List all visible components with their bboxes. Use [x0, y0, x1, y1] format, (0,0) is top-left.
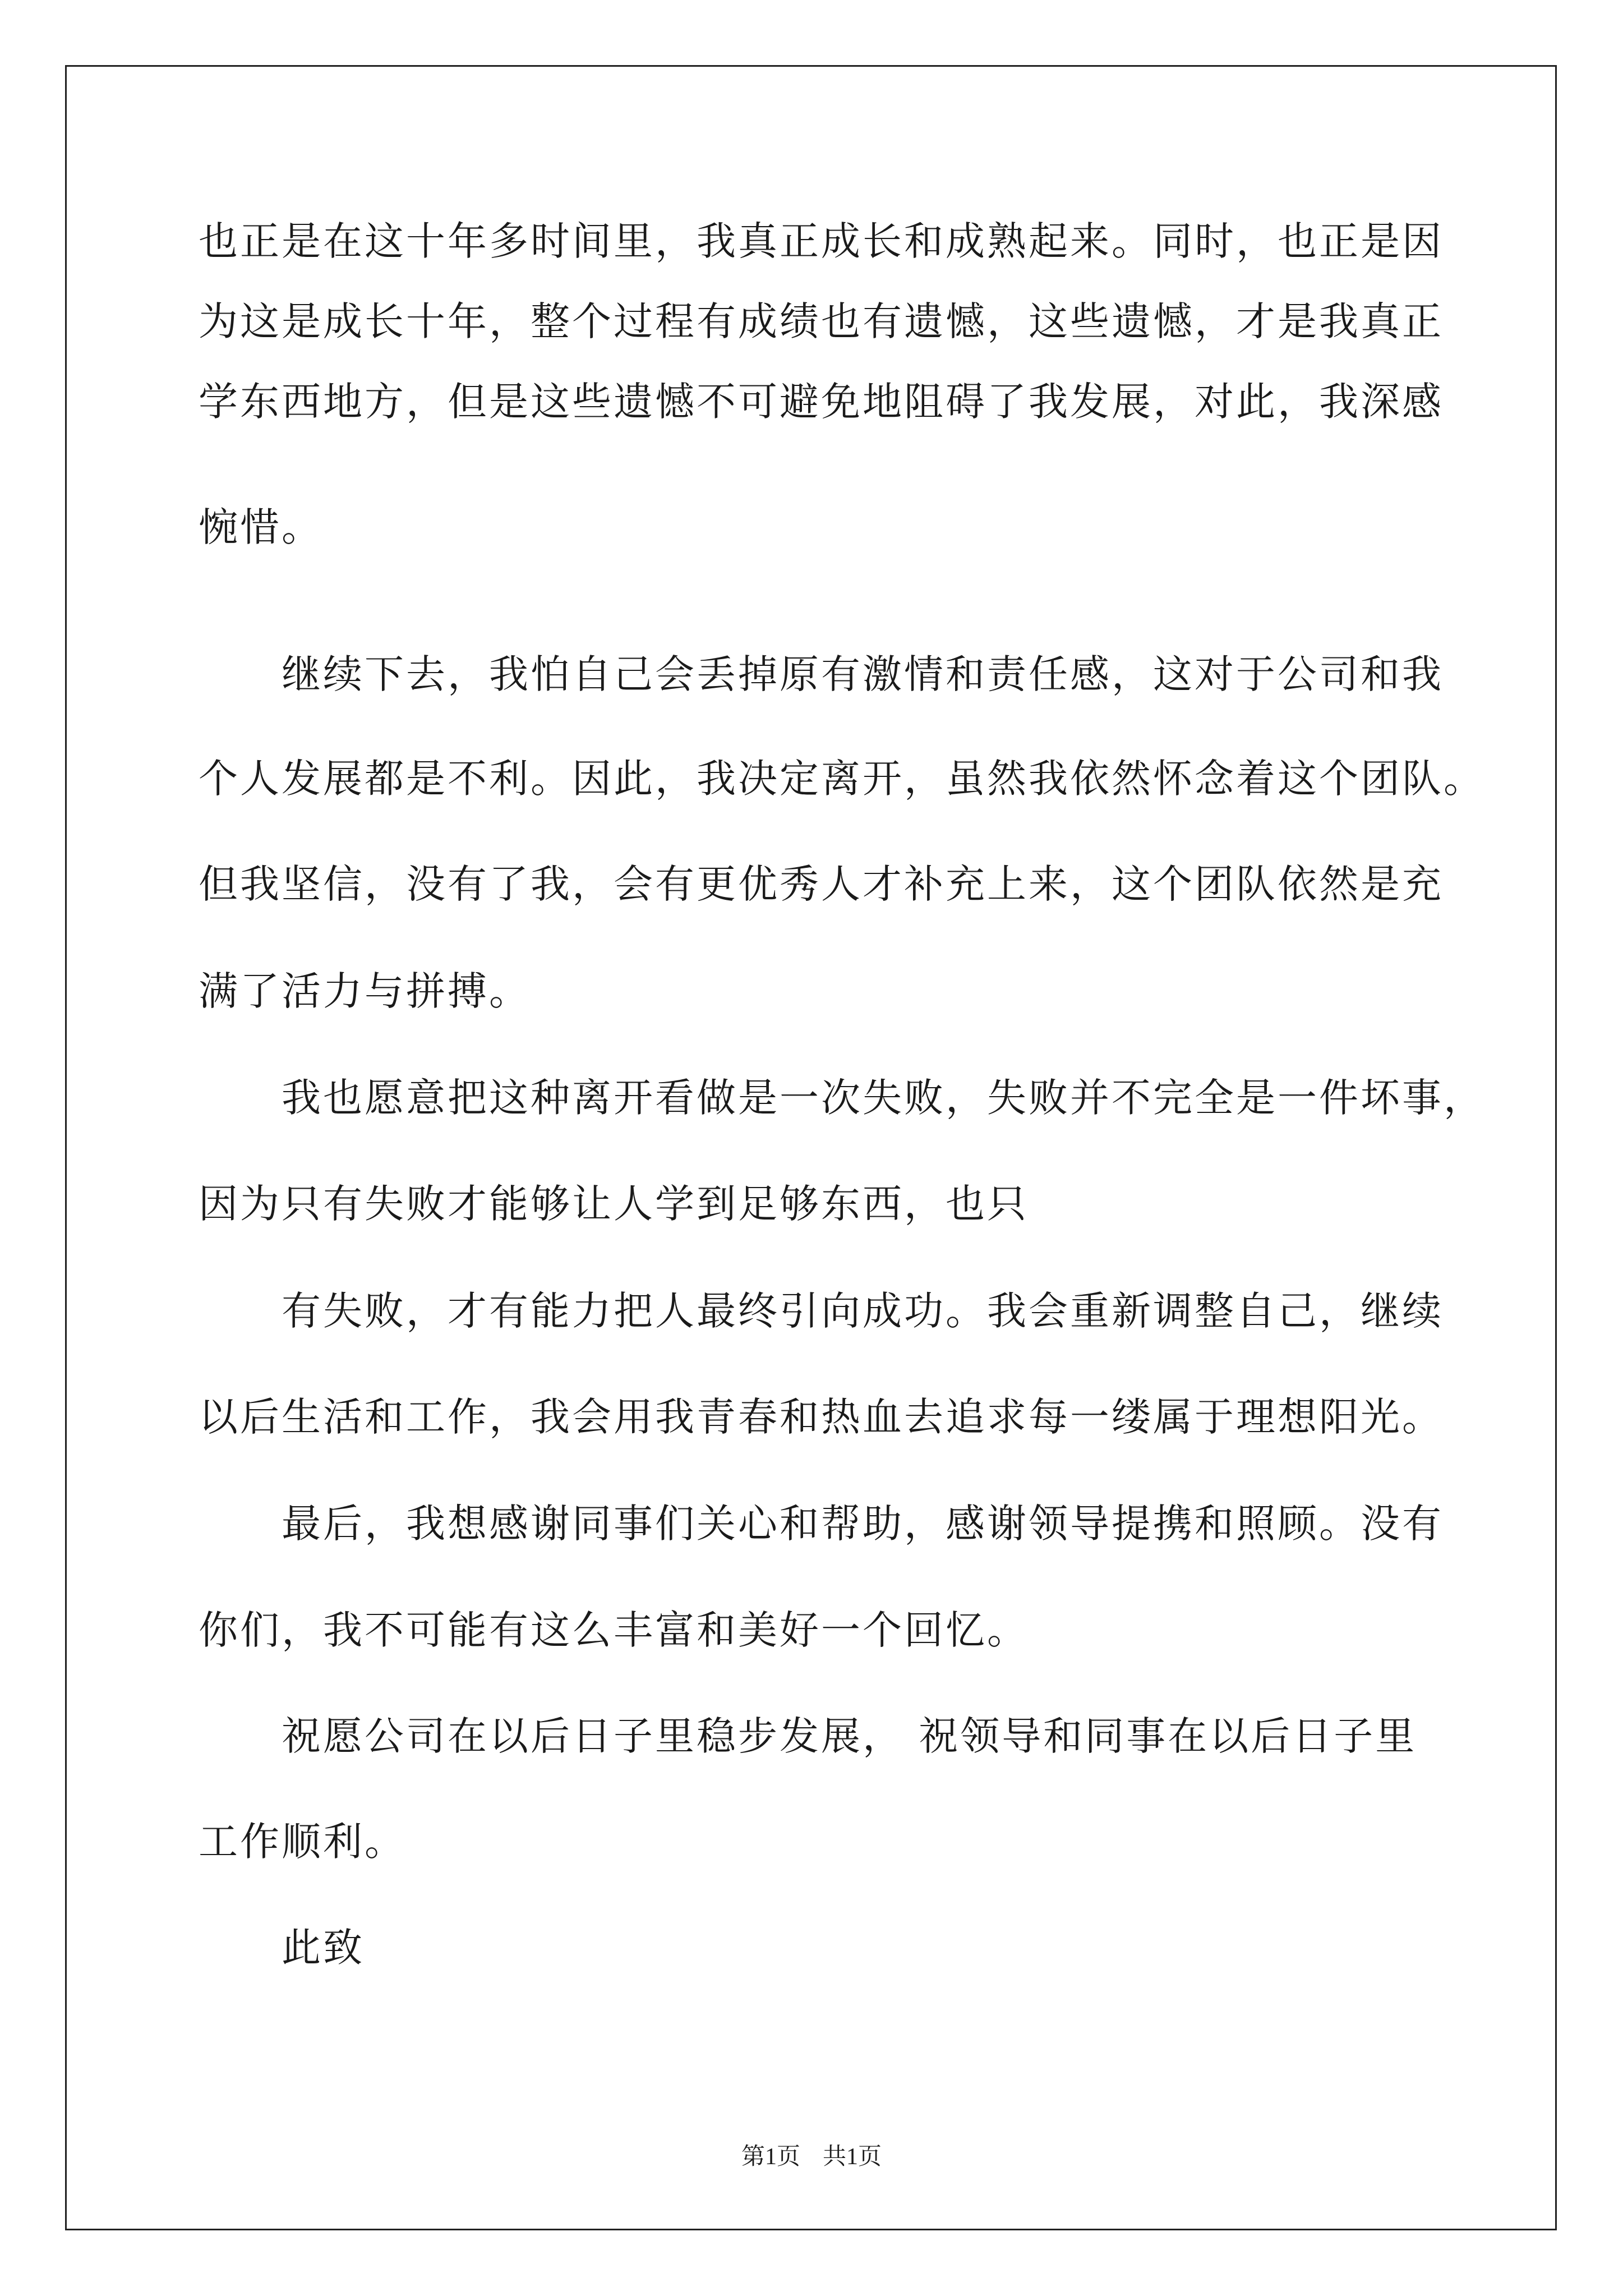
text-line: 但我坚信，没有了我，会有更优秀人才补充上来，这个团队依然是充: [199, 861, 1444, 907]
text-line: 惋惜。: [199, 504, 323, 550]
text-line: 也正是在这十年多时间里，我真正成长和成熟起来。同时，也正是因: [199, 218, 1444, 264]
page-number: 第1页: [741, 2144, 800, 2170]
paragraph-start: 最后，我想感谢同事们关心和帮助，感谢领导提携和照顾。没有: [282, 1501, 1444, 1547]
text-line: 因为只有失败才能够让人学到足够东西，也只: [199, 1181, 1029, 1227]
text-line: 满了活力与拼搏。: [199, 968, 531, 1014]
text-line: 学东西地方，但是这些遗憾不可避免地阻碍了我发展，对此，我深感: [199, 379, 1444, 425]
text-line: 工作顺利。: [199, 1819, 406, 1865]
paragraph-start: 有失败，才有能力把人最终引向成功。我会重新调整自己，继续: [282, 1288, 1444, 1334]
paragraph-start: 我也愿意把这种离开看做是一次失败，失败并不完全是一件坏事，: [282, 1075, 1485, 1121]
text-line: 个人发展都是不利。因此，我决定离开，虽然我依然怀念着这个团队。: [199, 756, 1485, 802]
paragraph-start: 祝愿公司在以后日子里稳步发展， 祝领导和同事在以后日子里: [282, 1713, 1417, 1759]
page-total: 共1页: [823, 2144, 882, 2170]
text-line: 以后生活和工作，我会用我青春和热血去追求每一缕属于理想阳光。: [199, 1394, 1444, 1440]
text-line: 你们，我不可能有这么丰富和美好一个回忆。: [199, 1607, 1029, 1653]
text-line: 为这是成长十年，整个过程有成绩也有遗憾，这些遗憾，才是我真正: [199, 298, 1444, 344]
closing-salutation: 此致: [282, 1925, 365, 1971]
paragraph-start: 继续下去，我怕自己会丢掉原有激情和责任感，这对于公司和我: [282, 651, 1444, 697]
page-footer: [0, 2140, 1623, 2174]
